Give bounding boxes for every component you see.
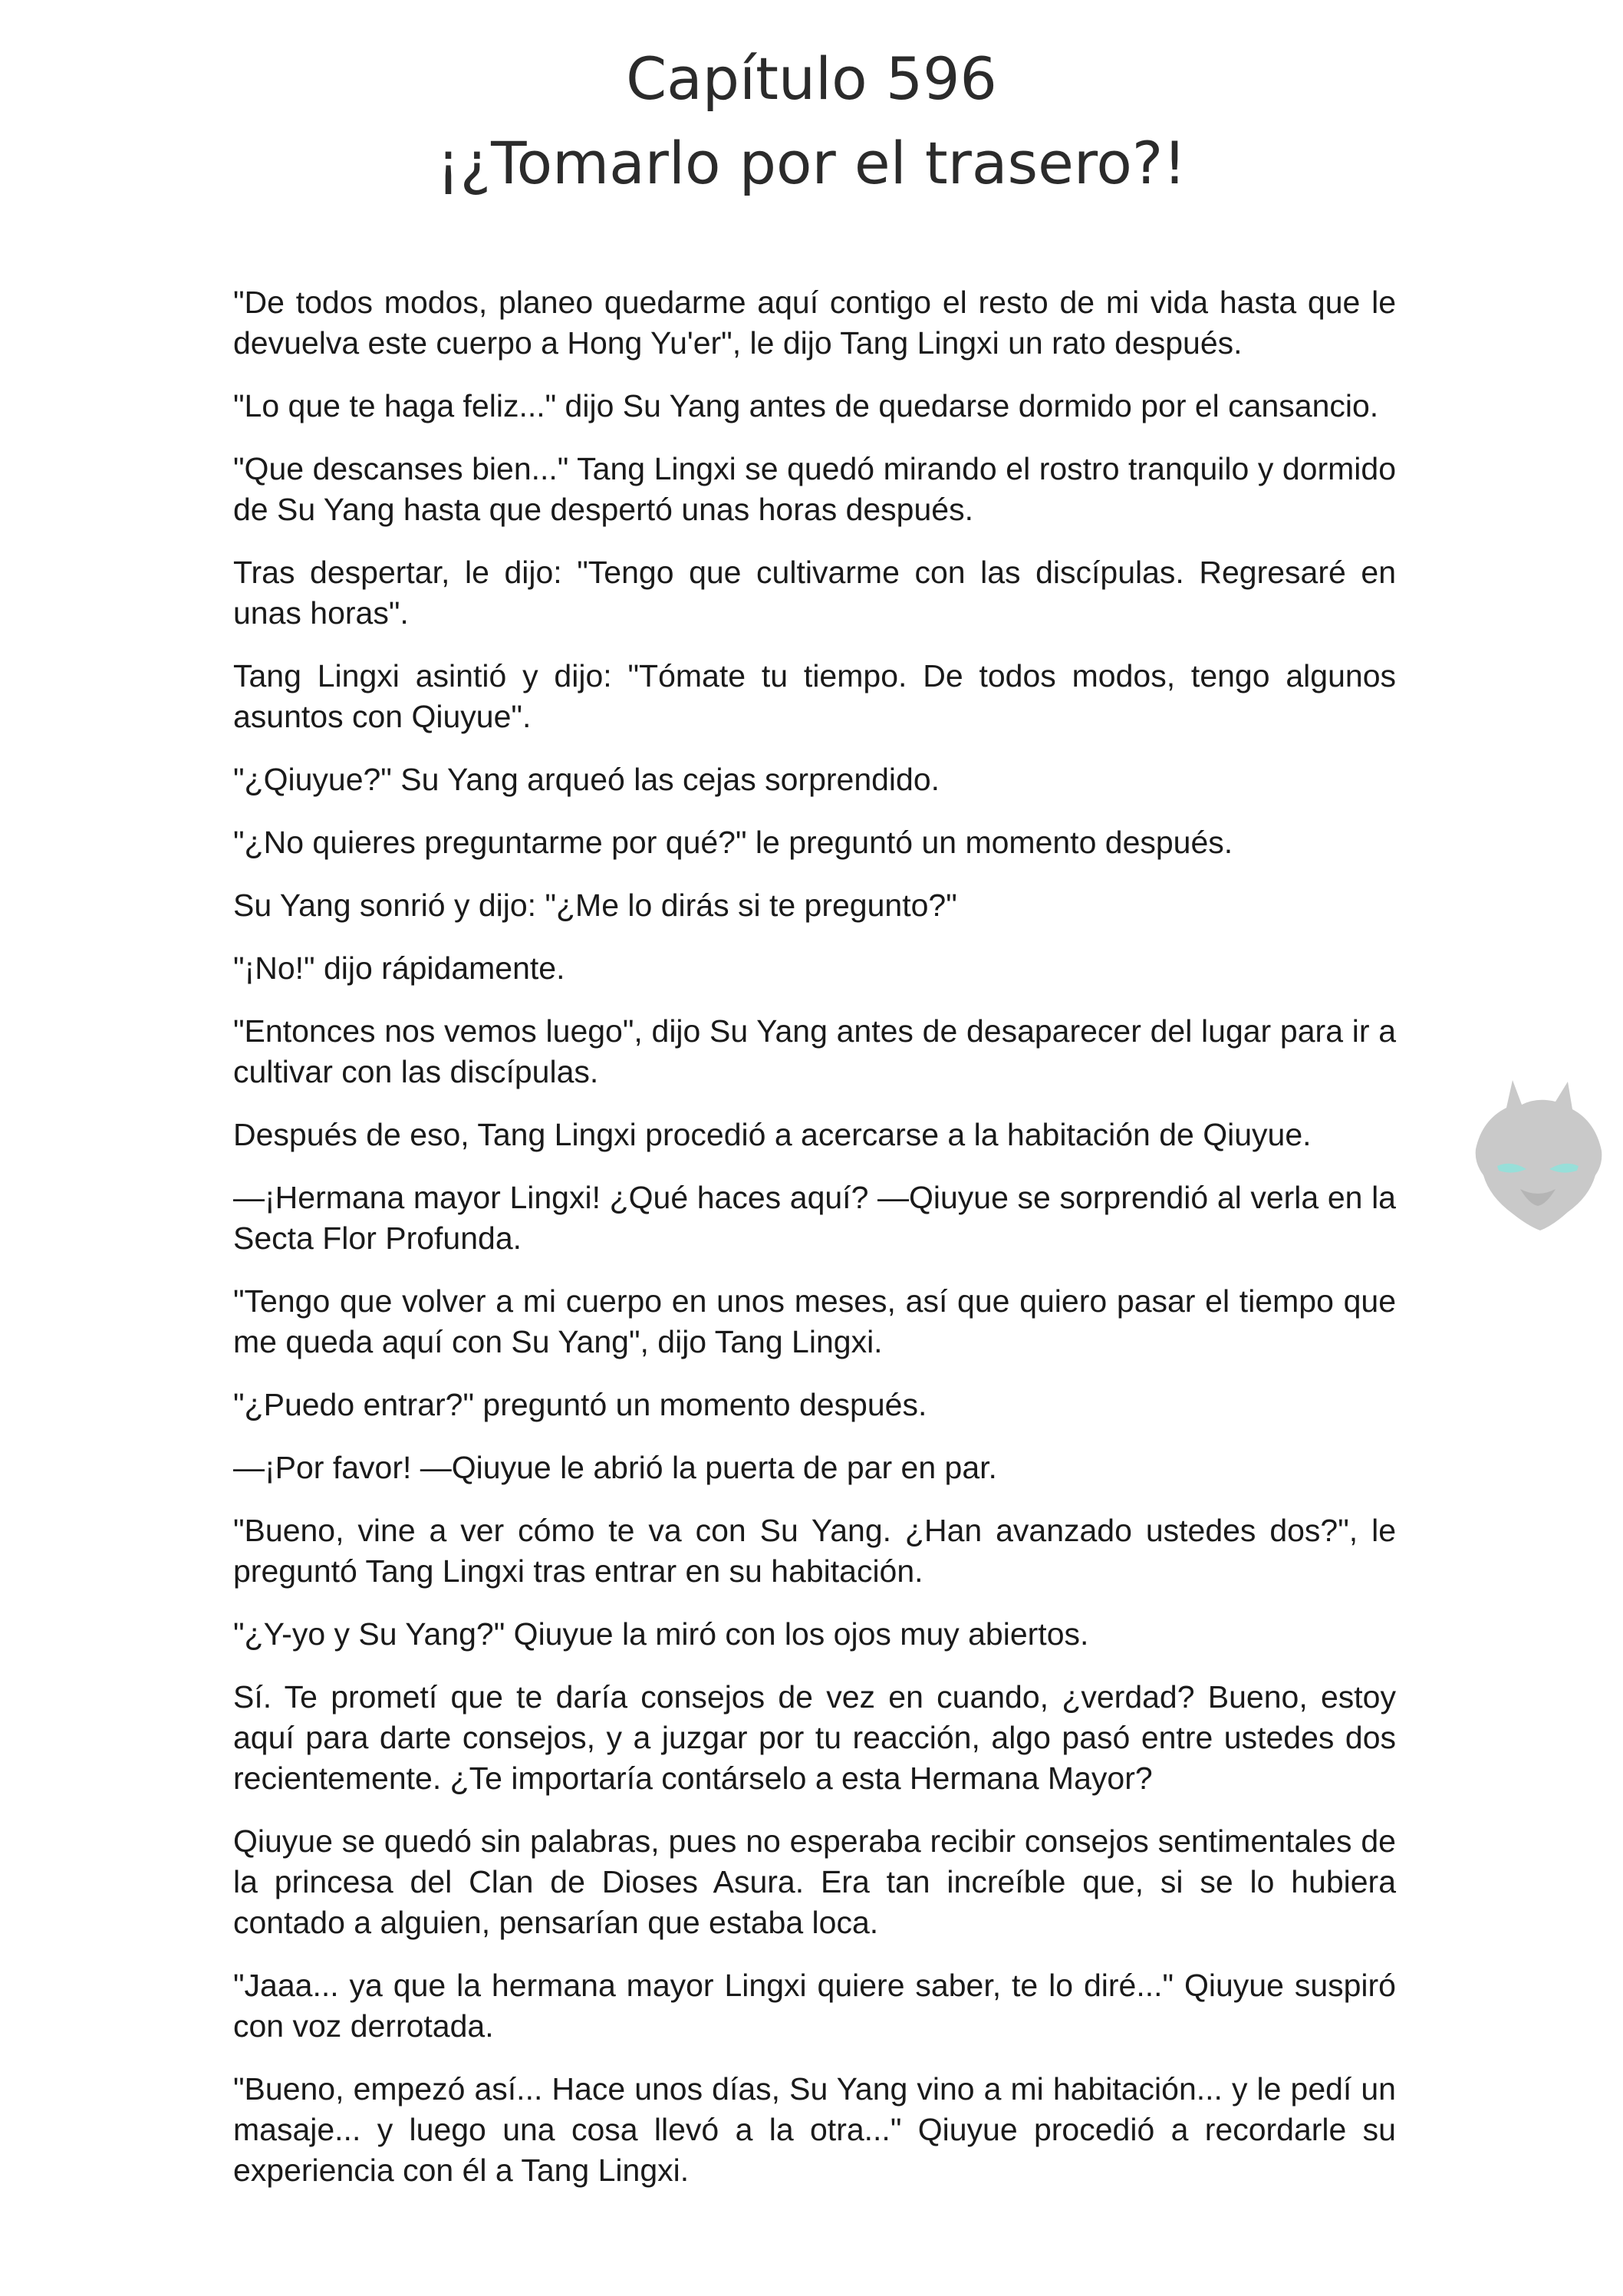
paragraph: "De todos modos, planeo quedarme aquí contigo el resto de mi vida hasta que le devuelva este cuerpo a Hong Yu'er", le dijo Tang Lingxi un rato después.	[233, 285, 1396, 361]
chapter-header	[0, 37, 1623, 206]
paragraph: "¿No quieres preguntarme por qué?" le preguntó un momento después.	[233, 825, 1233, 860]
paragraph: "Tengo que volver a mi cuerpo en unos meses, así que quiero pasar el tiempo que me queda aquí con Su Yang", dijo Tang Lingxi.	[233, 1283, 1396, 1359]
paragraph: "Bueno, empezó así... Hace unos días, Su Yang vino a mi habitación... y le pedí un masaje... y luego una cosa llevó a la otra..." Qiuyue procedió a recordarle su experiencia con él a Tang Lingxi.	[233, 2071, 1396, 2188]
paragraph: "Que descanses bien..." Tang Lingxi se quedó mirando el rostro tranquilo y dormido de Su Yang hasta que despertó unas horas después.	[233, 451, 1396, 527]
paragraph: "Bueno, vine a ver cómo te va con Su Yang. ¿Han avanzado ustedes dos?", le preguntó Tang Lingxi tras entrar en su habitación.	[233, 1513, 1396, 1589]
chapter-number: Capítulo 596	[626, 44, 997, 113]
paragraph: "¡No!" dijo rápidamente.	[233, 950, 565, 986]
paragraph: "Entonces nos vemos luego", dijo Su Yang antes de desaparecer del lugar para ir a cultivar con las discípulas.	[233, 1013, 1396, 1089]
paragraph: —¡Hermana mayor Lingxi! ¿Qué haces aquí? —Qiuyue se sorprendió al verla en la Secta Flor Profunda.	[233, 1180, 1396, 1256]
paragraph: "Jaaa... ya que la hermana mayor Lingxi quiere saber, te lo diré..." Qiuyue suspiró con voz derrotada.	[233, 1968, 1396, 2044]
paragraph: Sí. Te prometí que te daría consejos de vez en cuando, ¿verdad? Bueno, estoy aquí para darte consejos, y a juzgar por tu reacción, algo pasó entre ustedes dos recientemente. ¿Te importaría contárselo a esta Hermana Mayor?	[233, 1679, 1396, 1796]
chapter-body	[233, 282, 1396, 2213]
paragraph: Tras despertar, le dijo: "Tengo que cultivarme con las discípulas. Regresaré en unas horas".	[233, 555, 1396, 631]
paragraph: Qiuyue se quedó sin palabras, pues no esperaba recibir consejos sentimentales de la princesa del Clan de Dioses Asura. Era tan increíble que, si se lo hubiera contado a alguien, pensarían que estaba loca.	[233, 1823, 1396, 1940]
paragraph: "¿Qiuyue?" Su Yang arqueó las cejas sorprendido.	[233, 762, 940, 797]
paragraph: Su Yang sonrió y dijo: "¿Me lo dirás si te pregunto?"	[233, 888, 957, 923]
paragraph: "Lo que te haga feliz..." dijo Su Yang antes de quedarse dormido por el cansancio.	[233, 388, 1379, 423]
paragraph: Después de eso, Tang Lingxi procedió a acercarse a la habitación de Qiuyue.	[233, 1117, 1312, 1152]
chapter-title: ¡¿Tomarlo por el trasero?!	[436, 129, 1187, 197]
paragraph: "¿Y-yo y Su Yang?" Qiuyue la miró con los ojos muy abiertos.	[233, 1616, 1089, 1652]
demon-head-icon	[1467, 1074, 1609, 1235]
paragraph: Tang Lingxi asintió y dijo: "Tómate tu tiempo. De todos modos, tengo algunos asuntos con Qiuyue".	[233, 658, 1396, 734]
paragraph: "¿Puedo entrar?" preguntó un momento después.	[233, 1387, 927, 1422]
paragraph: —¡Por favor! —Qiuyue le abrió la puerta de par en par.	[233, 1450, 997, 1485]
